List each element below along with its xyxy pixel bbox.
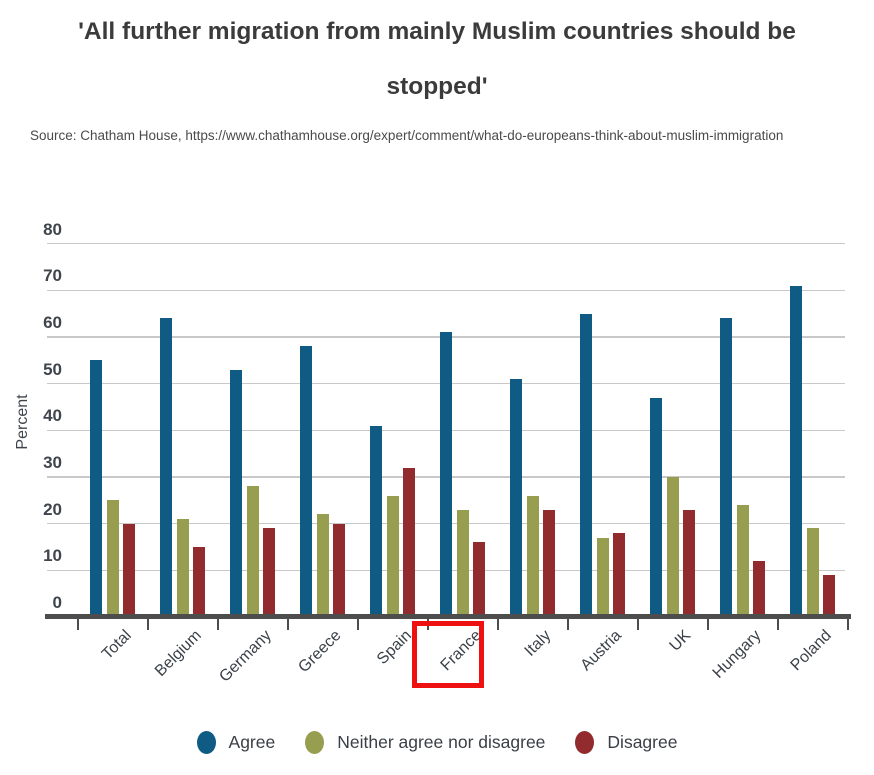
bar-spain-agree [370,426,382,617]
bar-hungary-neither-agree-nor-disagree [737,505,749,617]
bar-uk-disagree [683,510,695,617]
y-axis-title: Percent [14,394,31,450]
bar-poland-neither-agree-nor-disagree [807,528,819,617]
x-axis-label-france: France [437,627,485,675]
x-axis-tick-11 [847,619,849,630]
bar-total-disagree [123,524,135,617]
chart-title-line-2: stopped' [386,73,488,100]
source-note: Source: Chatham House, https://www.chathamhouse.org/expert/comment/what-do-europeans-think-about-muslim-immigration [30,128,784,143]
y-tick-label-80: 80 [43,219,62,239]
bar-france-agree [440,332,452,617]
gridline-70 [47,290,845,292]
bar-greece-neither-agree-nor-disagree [317,514,329,617]
legend-marker-icon [305,731,324,754]
legend-label: Neither agree nor disagree [337,732,546,752]
legend-item-disagree [575,731,677,754]
bar-austria-disagree [613,533,625,617]
bar-austria-neither-agree-nor-disagree [597,538,609,617]
x-axis-label-spain: Spain [373,627,415,668]
bar-germany-neither-agree-nor-disagree [247,486,259,617]
legend-marker-icon [575,731,594,754]
x-axis-label-uk: UK [666,627,695,655]
x-axis-label-greece: Greece [295,627,345,677]
bar-austria-agree [580,314,592,617]
highlight-box-france [412,621,484,688]
y-tick-label-10: 10 [43,546,62,566]
bar-poland-agree [790,286,802,617]
bar-germany-disagree [263,528,275,617]
bar-italy-disagree [543,510,555,617]
chart-legend [0,731,874,754]
x-axis-label-belgium: Belgium [151,627,205,680]
y-tick-label-60: 60 [43,312,62,332]
legend-label: Disagree [607,732,678,752]
bar-uk-neither-agree-nor-disagree [667,477,679,617]
bar-belgium-agree [160,318,172,617]
bar-uk-agree [650,398,662,617]
x-axis-line [45,614,851,619]
y-tick-label-40: 40 [43,406,62,426]
x-axis-label-austria: Austria [577,627,625,675]
bar-italy-neither-agree-nor-disagree [527,496,539,617]
bar-hungary-disagree [753,561,765,617]
x-axis-label-poland: Poland [787,627,835,675]
bar-belgium-disagree [193,547,205,617]
legend-item-neither-agree-nor-disagree [305,731,545,754]
bar-total-agree [90,360,102,617]
x-axis-label-hungary: Hungary [709,627,765,682]
bar-greece-disagree [333,524,345,617]
x-axis-label-total: Total [98,627,135,663]
bar-total-neither-agree-nor-disagree [107,500,119,617]
bar-spain-disagree [403,468,415,617]
y-tick-label-50: 50 [43,359,62,379]
bar-france-neither-agree-nor-disagree [457,510,469,617]
y-tick-label-0: 0 [52,593,62,612]
bar-germany-agree [230,370,242,617]
x-axis-label-italy: Italy [521,627,555,660]
y-tick-label-20: 20 [43,499,62,519]
legend-marker-icon [197,731,216,754]
bar-italy-agree [510,379,522,617]
bar-france-disagree [473,542,485,617]
y-tick-label-70: 70 [43,266,62,286]
bar-belgium-neither-agree-nor-disagree [177,519,189,617]
x-axis-label-germany: Germany [216,627,275,686]
y-tick-label-30: 30 [43,452,62,472]
bar-poland-disagree [823,575,835,617]
bar-hungary-agree [720,318,732,617]
chart-title-line-1: 'All further migration from mainly Muslim countries should be [78,18,796,45]
legend-label: Agree [228,732,276,752]
bar-greece-agree [300,346,312,617]
legend-item-agree [197,731,276,754]
bar-spain-neither-agree-nor-disagree [387,496,399,617]
gridline-80 [47,243,845,245]
